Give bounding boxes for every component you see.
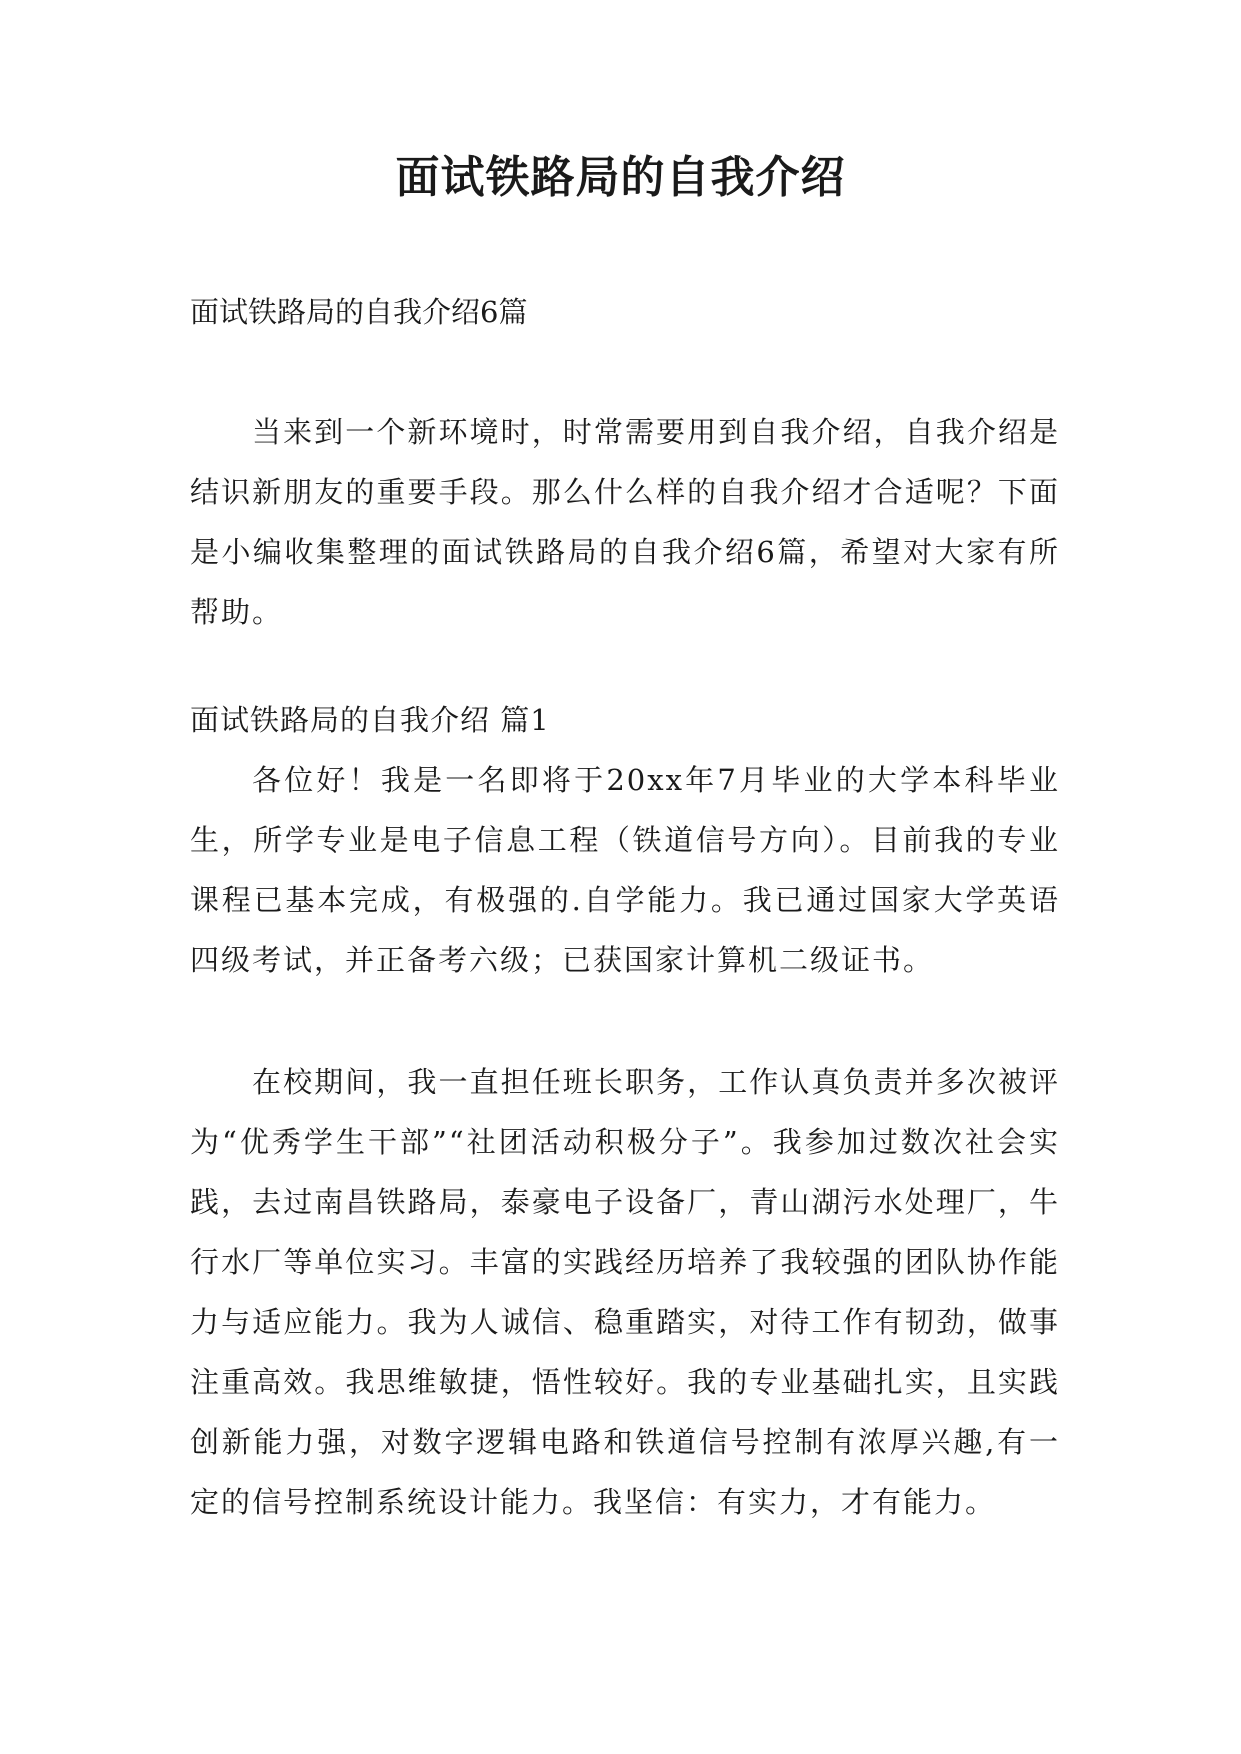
document-title: 面试铁路局的自我介绍	[395, 152, 846, 203]
intro-paragraph: 当来到一个新环境时，时常需要用到自我介绍，自我介绍是结识新朋友的重要手段。那么什么样的自我介绍才合适呢？下面是小编收集整理的面试铁路局的自我介绍6篇，希望对大家有所帮助。	[190, 415, 1060, 629]
section-paragraph-2: 在校期间，我一直担任班长职务，工作认真负责并多次被评为“优秀学生干部”“社团活动积极分子”。我参加过数次社会实践，去过南昌铁路局，泰豪电子设备厂，青山湖污水处理厂，牛行水厂等单位实习。丰富的实践经历培养了我较强的团队协作能力与适应能力。我为人诚信、稳重踏实，对待工作有韧劲，做事注重高效。我思维敏捷，悟性较好。我的专业基础扎实，且实践创新能力强，对数字逻辑电路和铁道信号控制有浓厚兴趣,有一定的信号控制系统设计能力。我坚信：有实力，才有能力。	[190, 1065, 1060, 1519]
section-paragraph-1: 各位好！我是一名即将于20xx年7月毕业的大学本科毕业生，所学专业是电子信息工程（铁道信号方向）。目前我的专业课程已基本完成，有极强的.自学能力。我已通过国家大学英语四级考试，并正备考六级；已获国家计算机二级证书。	[190, 763, 1060, 977]
document-subtitle: 面试铁路局的自我介绍6篇	[190, 295, 528, 329]
section-heading: 面试铁路局的自我介绍 篇1	[190, 703, 550, 737]
